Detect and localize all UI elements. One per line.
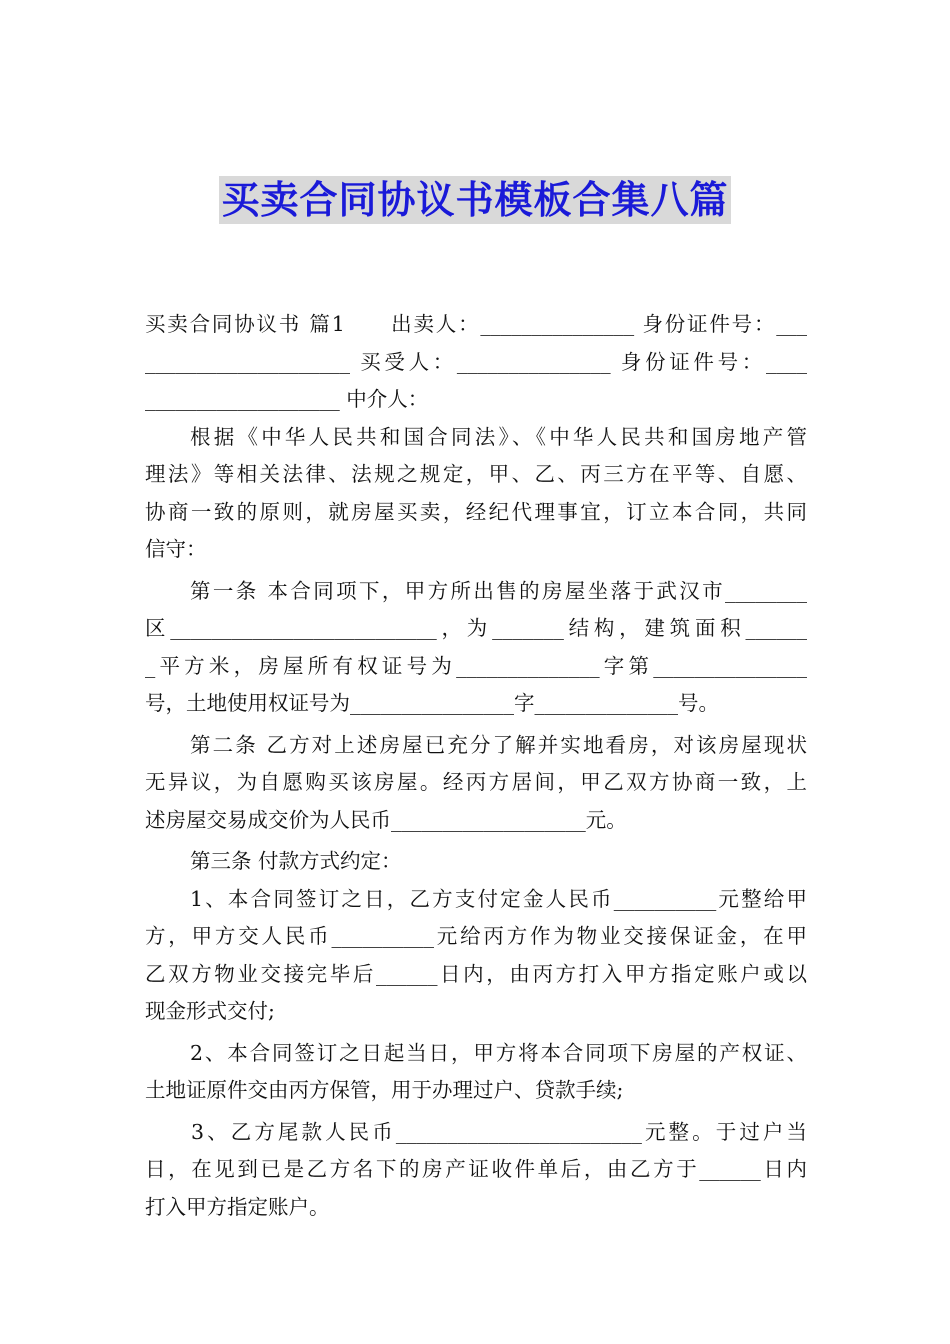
text-line: _平方米，房屋所有权证号为______________字第_______________ bbox=[145, 653, 807, 678]
text-line: 打入甲方指定账户。 bbox=[145, 1194, 330, 1219]
text-line: 土地证原件交由丙方保管，用于办理过户、贷款手续; bbox=[145, 1078, 624, 1102]
text-line: 无异议，为自愿购买该房屋。经丙方居间，甲乙双方协商一致，上 bbox=[145, 770, 807, 794]
document-title: 买卖合同协议书模板合集八篇 bbox=[221, 178, 729, 222]
document-body bbox=[145, 306, 807, 1226]
text-line: 买卖合同协议书 篇1 出卖人：_______________ 身份证件号：___ bbox=[145, 312, 807, 336]
text-line: 日，在见到已是乙方名下的房产证收件单后，由乙方于______日内 bbox=[145, 1157, 807, 1181]
text-line: 区__________________________，为_______结构，建筑面积______ bbox=[145, 616, 807, 640]
text-line: 乙双方物业交接完毕后______日内，由丙方打入甲方指定账户或以 bbox=[145, 961, 807, 986]
text-line: 述房屋交易成交价为人民币___________________元。 bbox=[145, 807, 627, 832]
text-line: 信守： bbox=[145, 537, 207, 561]
text-line: 3、乙方尾款人民币________________________元整。于过户当 bbox=[191, 1119, 807, 1144]
text-line: 第一条 本合同项下，甲方所出售的房屋坐落于武汉市________ bbox=[190, 578, 807, 603]
text-line: ___________________ 中介人： bbox=[145, 387, 429, 411]
text-line: 第三条 付款方式约定： bbox=[190, 849, 402, 873]
text-line: 第二条 乙方对上述房屋已充分了解并实地看房，对该房屋现状 bbox=[190, 732, 807, 757]
text-line: 根据《中华人民共和国合同法》、《中华人民共和国房地产管 bbox=[190, 424, 807, 449]
text-line: 号，土地使用权证号为________________字______________号。 bbox=[145, 691, 719, 715]
text-line: ____________________ 买受人：_______________ 身份证件号：____ bbox=[145, 349, 807, 374]
title-container bbox=[0, 176, 950, 224]
text-line: 理法》等相关法律、法规之规定，甲、乙、丙三方在平等、自愿、 bbox=[145, 462, 807, 486]
text-line: 现金形式交付; bbox=[145, 999, 275, 1023]
text-line: 2、本合同签订之日起当日，甲方将本合同项下房屋的产权证、 bbox=[190, 1040, 807, 1065]
text-line: 方，甲方交人民币__________元给丙方作为物业交接保证金，在甲 bbox=[145, 924, 807, 948]
text-line: 1、本合同签订之日，乙方支付定金人民币__________元整给甲 bbox=[190, 886, 807, 911]
text-line: 协商一致的原则，就房屋买卖，经纪代理事宜，订立本合同，共同 bbox=[145, 499, 807, 524]
